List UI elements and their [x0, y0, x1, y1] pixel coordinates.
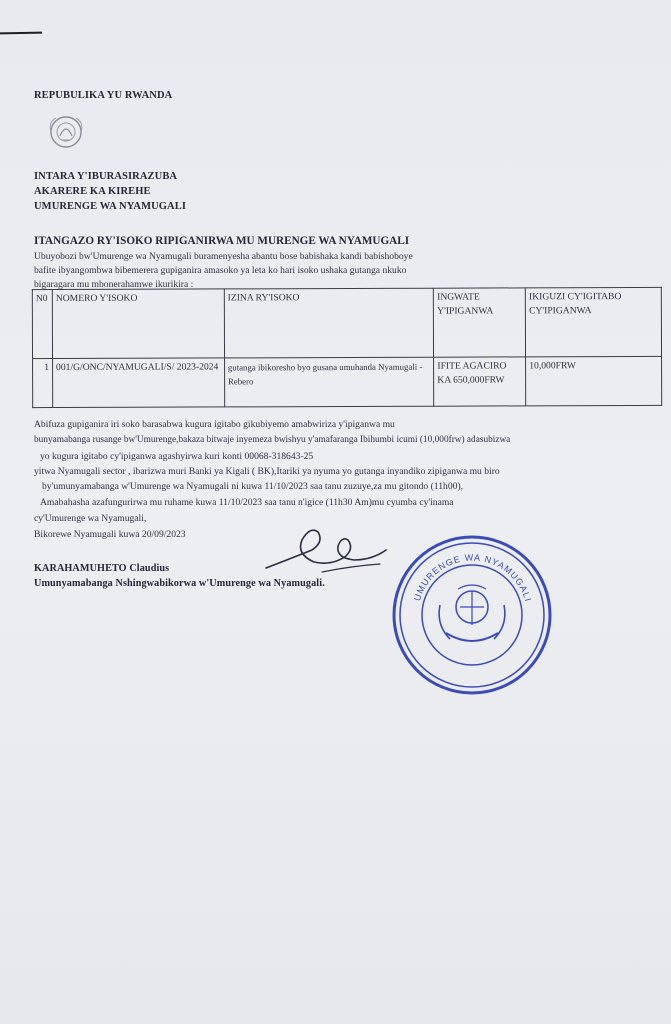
official-seal	[390, 533, 555, 698]
row-tender-name: gutanga ibikoresho byo gusana umuhanda Nyamugali -Rebero	[224, 357, 434, 407]
signatory-name: KARAHAMUHETO Claudius	[34, 563, 170, 574]
intro-line: bigaragara mu mbonerahamwe ikurikira :	[34, 279, 194, 290]
intro-line: Ubuyobozi bw'Umurenge wa Nyamugali buramenyesha abantu bose babishaka kandi babishoboye	[34, 251, 413, 262]
row-tender-number: 001/G/ONC/NYAMUGALI/S/ 2023-2024	[53, 358, 225, 408]
body-line: Amabahasha azafungurirwa mu ruhame kuwa 11/10/2023 saa tanu n'igice (11h30 Am)mu cyumba cy'inama	[40, 497, 454, 508]
header-cell-tender-number: NOMERO Y'ISOKO	[52, 289, 224, 359]
body-line: cy'Umurenge wa Nyamugali,	[34, 513, 147, 524]
tender-table	[32, 287, 662, 408]
body-line: yitwa Nyamugali sector , ibarizwa muri Banki ya Kigali ( BK),Itariki ya nyuma yo gutanga inyandiko zipiganwa mu biro	[34, 466, 500, 477]
body-line: yo kugura igitabo cy'ipiganwa agashyirwa kuri konti 00068-318643-25	[40, 451, 314, 462]
table-row	[33, 356, 662, 407]
body-line: by'umunyamabanga w'Umurenge wa Nyamugali ni kuwa 11/10/2023 saa tanu zuzuye,za mu gitondo (11h00),	[42, 481, 464, 492]
table-header-row	[32, 287, 661, 358]
republic-header: REPUBULIKA YU RWANDA	[34, 90, 173, 101]
seal-text: UMURENGE WA NYAMUGALI	[411, 552, 534, 604]
header-cell-guarantee: INGWATE Y'IPIGANWA	[434, 288, 526, 357]
header-cell-book-cost: IKIGUZI CY'IGITABO CY'IPIGANWA	[525, 287, 661, 356]
header-cell-no: N0	[32, 290, 52, 359]
rwanda-emblem-icon	[40, 112, 92, 152]
intro-line: bafite ibyangombwa bibemerera gupiganira amasoko ya leta ko hari isoko ushaka gutanga nkuko	[34, 265, 407, 276]
province-header: INTARA Y'IBURASIRAZUBA	[34, 171, 178, 182]
header-cell-tender-name: IZINA RY'ISOKO	[224, 288, 434, 358]
svg-text:UMURENGE WA NYAMUGALI	[412, 552, 533, 603]
body-line: bunyamabanga rusange bw'Umurenge,bakaza bitwaje inyemeza bwishyu y'amafaranga Ibihumbi icumi (10,000frw) adasubizwa	[34, 435, 511, 445]
row-book-cost: 10,000FRW	[526, 356, 662, 405]
body-line: Abifuza gupiganira iri soko barasabwa kugura igitabo gikubiyemo amabwiriza y'ipiganwa mu	[34, 419, 395, 430]
corner-mark	[0, 32, 42, 35]
signatory-title: Umunyamabanga Nshingwabikorwa w'Umurenge wa Nyamugali.	[34, 578, 325, 589]
sector-header: UMURENGE WA NYAMUGALI	[34, 201, 187, 212]
district-header: AKARERE KA KIREHE	[34, 186, 151, 197]
row-no: 1	[33, 359, 53, 408]
row-guarantee: IFITE AGACIRO KA 650,000FRW	[434, 357, 526, 406]
notice-title: ITANGAZO RY'ISOKO RIPIGANIRWA MU MURENGE WA NYAMUGALI	[34, 235, 410, 247]
issue-date: Bikorewe Nyamugali kuwa 20/09/2023	[34, 529, 186, 540]
handwritten-signature	[262, 520, 392, 580]
